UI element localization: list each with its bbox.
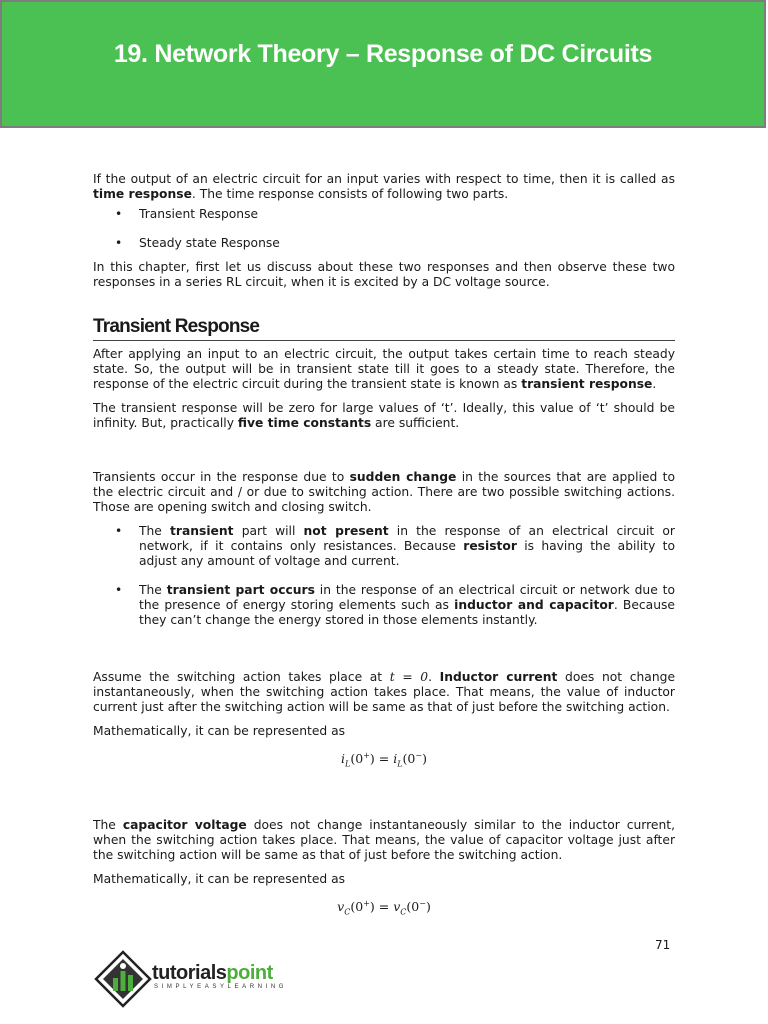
- text-run: in the response of an electrical circuit or network, if it contains only resistances. Because: [139, 524, 675, 553]
- chapter-title: 19. Network Theory – Response of DC Circuits: [113, 39, 653, 68]
- bold-term: not present: [303, 524, 389, 538]
- math-inline: t = 0: [389, 670, 429, 684]
- equation-capacitor: $v_C(0^+) = v_C(0^-)$: [337, 898, 431, 917]
- bullet-text: Steady state Response: [139, 236, 280, 250]
- logo-emblem-icon: [94, 950, 152, 1008]
- math-intro: Mathematically, it can be represented as: [93, 871, 346, 886]
- logo-word: tutorials: [152, 962, 227, 984]
- bold-term: Inductor current: [439, 670, 558, 684]
- text-run: If the output of an electric circuit for an input varies with respect to time, then it is called as: [93, 172, 675, 186]
- text-run: part will: [233, 524, 304, 538]
- bold-term: sudden change: [349, 470, 457, 484]
- text-run: After applying an input to an electric circuit, the output takes certain time to reach steady state. So, the output will be in transient state till it goes to a steady state. Therefore, the response of the electric circuit during the transient state is known as: [93, 347, 675, 391]
- text-run: The: [139, 583, 167, 597]
- logo-wordmark: [152, 962, 273, 985]
- logo-tagline: SIMPLYEASYLEARNING: [154, 984, 288, 990]
- bold-term: transient: [170, 524, 234, 538]
- text-run: in the response of an electrical circuit or network due to the presence of energy storing elements such as: [139, 583, 675, 612]
- transient-paragraph: [93, 401, 675, 431]
- logo-word-accent: point: [226, 962, 273, 984]
- text-run: The transient response will be zero for large values of ‘t’. Ideally, this value of ‘t’ should be infinity. But, practically: [93, 401, 675, 430]
- section-heading: Transient Response: [93, 316, 675, 341]
- bullet-icon: •: [115, 524, 123, 538]
- equation-inductor: $i_L(0^+) = i_L(0^-)$: [341, 751, 427, 769]
- bold-term: capacitor voltage: [122, 817, 247, 832]
- transient-paragraph: [93, 347, 675, 392]
- text-run: does not change instantaneously, when the switching action takes place. That means, the value of inductor current just after the switching action will be same as that of just before the switching action.: [93, 670, 676, 714]
- text-run: The: [139, 524, 171, 538]
- bold-term: transient response: [521, 377, 653, 391]
- bullet-icon: •: [115, 207, 123, 221]
- intro-paragraph-2: In this chapter, first let us discuss about these two responses and then observe these two responses in a series RL circuit, when it is excited by a DC voltage source.: [93, 260, 675, 289]
- text-run: . Because they can’t change the energy stored in those elements instantly.: [139, 598, 675, 627]
- bold-term: inductor and capacitor: [454, 598, 614, 612]
- page-number: 71: [655, 938, 671, 952]
- transient-paragraph: [93, 670, 675, 715]
- text-run: are sufficient.: [371, 416, 460, 430]
- page-content: [93, 172, 675, 919]
- bullet-item: [93, 207, 675, 222]
- bullet-item: [93, 236, 675, 251]
- bold-term: transient part occurs: [166, 583, 315, 597]
- chapter-banner: [0, 0, 766, 128]
- math-intro: Mathematically, it can be represented as: [93, 724, 346, 738]
- text-run: Transients occur in the response due to: [93, 470, 350, 484]
- bullet-text: Transient Response: [139, 207, 259, 221]
- text-run: in the sources that are applied to the electric circuit and / or due to switching action. There are two possible switching actions. Those are opening switch and closing switch.: [93, 470, 675, 514]
- tutorialspoint-logo: [94, 950, 304, 1008]
- bullet-icon: •: [115, 583, 123, 597]
- bullet-item: [93, 524, 675, 569]
- transient-paragraph: [93, 818, 675, 863]
- bold-term: resistor: [463, 539, 517, 553]
- text-run: is having the ability to adjust any amount of voltage and current.: [139, 539, 675, 568]
- text-run: The: [93, 817, 123, 832]
- transient-paragraph: [93, 470, 675, 515]
- text-run: . The time response consists of following two parts.: [191, 187, 509, 201]
- text-run: .: [652, 377, 657, 391]
- bold-term: time response: [93, 187, 192, 201]
- bold-term: five time constants: [237, 416, 372, 430]
- text-run: Assume the switching action takes place at: [93, 670, 390, 684]
- text-run: does not change instantaneously similar to the inductor current, when the switching action takes place. That means, the value of capacitor voltage just after the switching action will be same as that of just before the switching action.: [93, 817, 676, 862]
- text-run: .: [428, 670, 440, 684]
- bullet-item: [93, 583, 675, 628]
- intro-paragraph: [93, 172, 675, 202]
- bullet-icon: •: [115, 236, 123, 250]
